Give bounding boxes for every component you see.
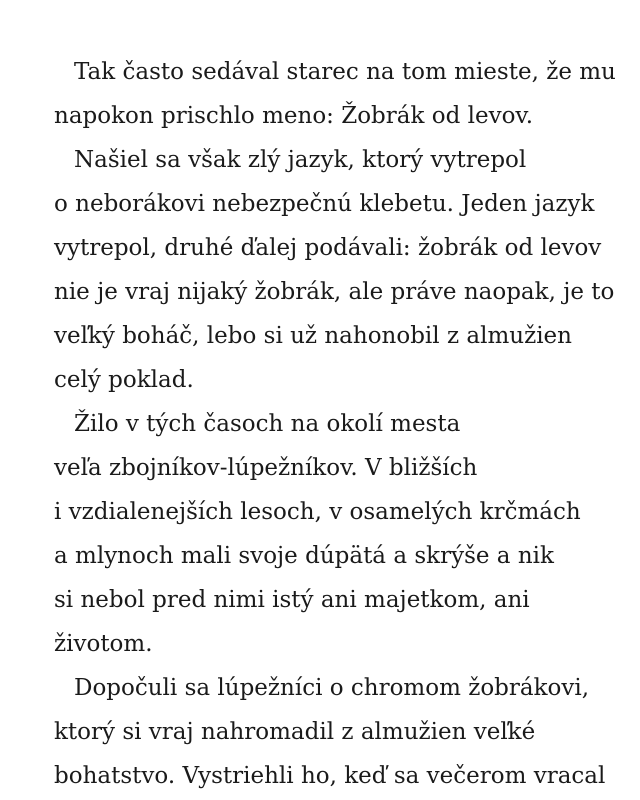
paragraph-4 — [54, 666, 614, 798]
paragraph-2 — [54, 138, 614, 402]
text-line: nie je vraj nijaký žobrák, ale práve naopak, je to — [54, 279, 615, 305]
text-line: životom. — [54, 631, 153, 657]
text-line: veľa zbojníkov-lúpežníkov. V bližších — [54, 455, 478, 481]
text-line: Našiel sa však zlý jazyk, ktorý vytrepol — [74, 147, 527, 173]
text-line: Žilo v tých časoch na okolí mesta — [74, 411, 461, 437]
text-line: celý poklad. — [54, 367, 194, 393]
text-line: veľký boháč, lebo si už nahonobil z almužien — [54, 323, 572, 349]
text-line: Dopočuli sa lúpežníci o chromom žobrákovi, — [74, 675, 590, 701]
paragraph-3 — [54, 402, 614, 666]
text-line: bohatstvo. Vystriehli ho, keď sa večerom vracal — [54, 763, 606, 789]
text-line: Tak často sedával starec na tom mieste, že mu — [74, 59, 616, 85]
text-line: ktorý si vraj nahromadil z almužien veľké — [54, 719, 536, 745]
text-line: si nebol pred nimi istý ani majetkom, ani — [54, 587, 530, 613]
text-line: a mlynoch mali svoje dúpätá a skrýše a nik — [54, 543, 554, 569]
document-page — [54, 50, 614, 798]
text-line: vytrepol, druhé ďalej podávali: žobrák od levov — [54, 235, 602, 261]
text-line: i vzdialenejších lesoch, v osamelých krčmách — [54, 499, 581, 525]
text-line: napokon prischlo meno: Žobrák od levov. — [54, 103, 534, 129]
text-line: o neborákovi nebezpečnú klebetu. Jeden jazyk — [54, 191, 595, 217]
paragraph-1 — [54, 50, 614, 138]
